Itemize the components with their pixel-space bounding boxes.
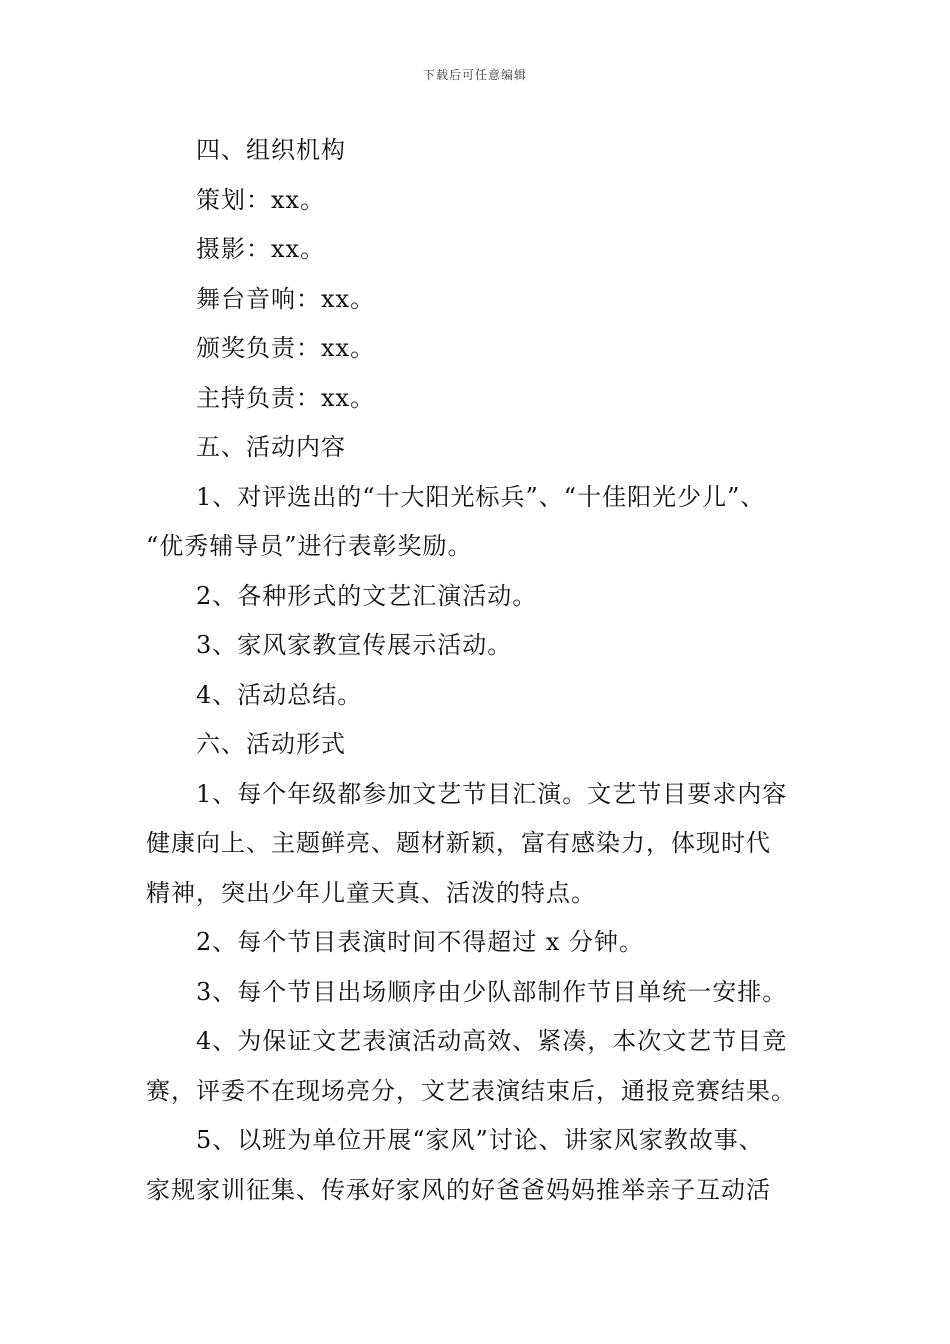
page-header: 下载后可任意编辑 <box>422 68 527 82</box>
document-body <box>146 126 806 1215</box>
section-heading: 六、活动形式 <box>196 730 346 758</box>
paragraph-line: 2、每个节目表演时间不得超过 x 分钟。 <box>196 928 645 956</box>
section-heading: 五、活动内容 <box>196 433 346 461</box>
paragraph-line: 赛，评委不在现场亮分，文艺表演结束后，通报竞赛结果。 <box>146 1076 796 1105</box>
paragraph-line: 1、对评选出的“十大阳光标兵”、“十佳阳光少儿”、 <box>196 482 766 511</box>
paragraph-line: 舞台音响：xx。 <box>196 284 376 313</box>
paragraph-line: 2、各种形式的文艺汇演活动。 <box>196 581 538 610</box>
paragraph-line: “优秀辅导员”进行表彰奖励。 <box>146 532 473 560</box>
section-heading: 四、组织机构 <box>196 136 346 164</box>
paragraph-line: 健康向上、主题鲜亮、题材新颖，富有感染力，体现时代 <box>146 829 771 857</box>
paragraph-line: 4、为保证文艺表演活动高效、紧凑，本次文艺节目竞 <box>196 1027 788 1055</box>
paragraph-line: 策划：xx。 <box>196 185 326 214</box>
paragraph-line: 4、活动总结。 <box>196 680 363 709</box>
paragraph-line: 主持负责：xx。 <box>196 383 376 412</box>
paragraph-line: 3、家风家教宣传展示活动。 <box>196 631 513 659</box>
paragraph-line: 家规家训征集、传承好家风的好爸爸妈妈推举亲子互动活 <box>146 1175 771 1204</box>
paragraph-line: 精神，突出少年儿童天真、活泼的特点。 <box>146 878 596 907</box>
paragraph-line: 3、每个节目出场顺序由少队部制作节目单统一安排。 <box>196 977 788 1006</box>
paragraph-line: 摄影：xx。 <box>196 235 326 263</box>
paragraph-line: 颁奖负责：xx。 <box>196 334 376 362</box>
paragraph-line: 5、以班为单位开展“家风”讨论、讲家风家教故事、 <box>196 1126 764 1154</box>
paragraph-line: 1、每个年级都参加文艺节目汇演。文艺节目要求内容 <box>196 779 788 808</box>
